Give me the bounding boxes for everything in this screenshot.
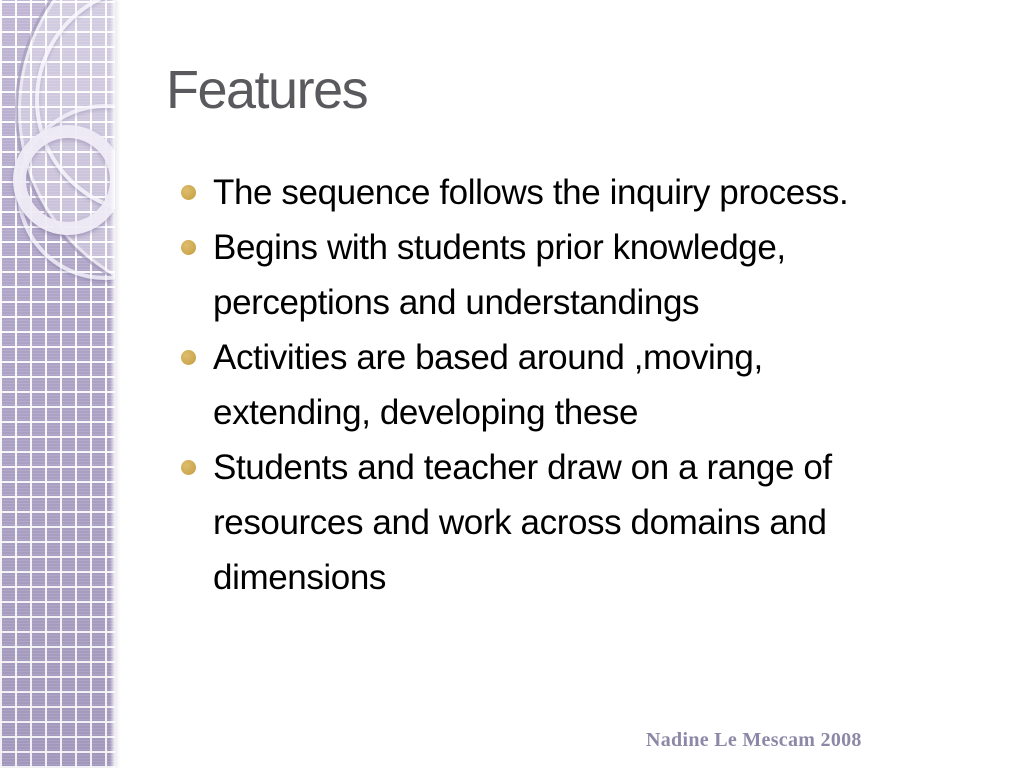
footer-text: Nadine Le Mescam 2008 bbox=[646, 729, 862, 751]
bullet-text-line: resources and work across domains and bbox=[213, 503, 827, 542]
sidebar-decoration bbox=[0, 0, 115, 768]
decorative-thick-ring-icon bbox=[13, 125, 115, 235]
bullet-text-line: perceptions and understandings bbox=[213, 283, 700, 322]
sidebar-right-edge bbox=[110, 0, 115, 768]
bullet-dot-icon bbox=[181, 185, 196, 200]
slide-title: Features bbox=[166, 60, 368, 120]
bullet-text-line: Begins with students prior knowledge, bbox=[213, 228, 786, 267]
bullet-text-line: dimensions bbox=[213, 558, 387, 597]
bullet-dot-icon bbox=[181, 240, 196, 255]
bullet-text-line: extending, developing these bbox=[213, 393, 639, 432]
bullet-dot-icon bbox=[181, 350, 196, 365]
bullet-item bbox=[170, 165, 1015, 220]
bullet-text-line: Students and teacher draw on a range of bbox=[213, 448, 832, 487]
bullet-text-line: Activities are based around ,moving, bbox=[213, 338, 763, 377]
bullet-item bbox=[170, 220, 1015, 330]
bullet-dot-icon bbox=[181, 460, 196, 475]
bullet-text-line: The sequence follows the inquiry process. bbox=[213, 173, 849, 212]
bullet-item bbox=[170, 440, 1015, 605]
bullet-item bbox=[170, 330, 1015, 440]
bullet-list bbox=[170, 165, 1015, 605]
